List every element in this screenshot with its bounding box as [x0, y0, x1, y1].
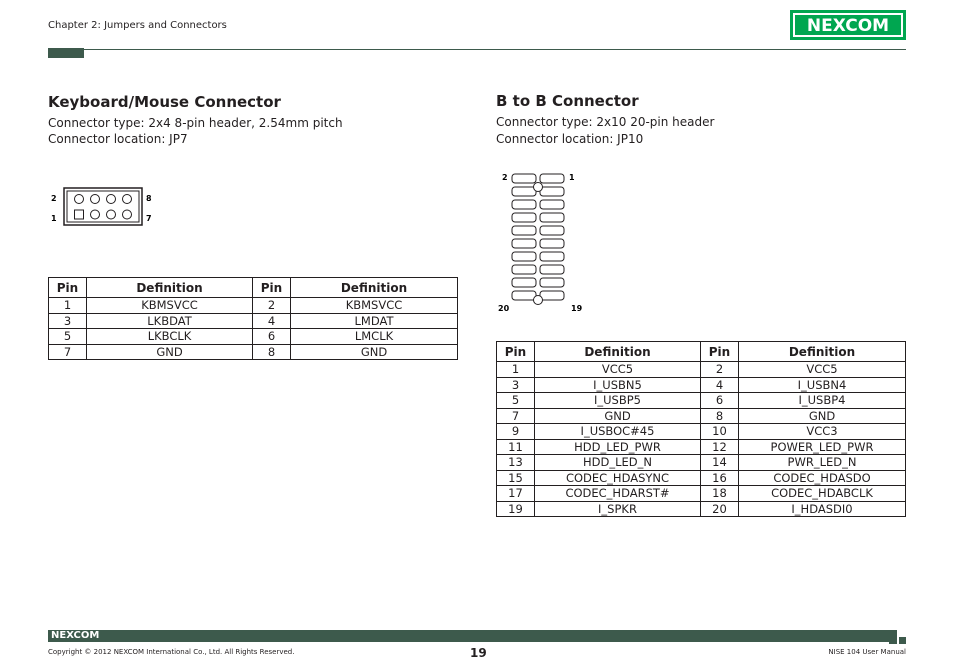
pin-definition-cell: KBMSVCC: [291, 298, 458, 314]
header-pin: [512, 239, 536, 248]
pin-label-2: 2: [51, 194, 57, 203]
keyboard-connector-location: Connector location: JP7: [48, 132, 188, 146]
table-header: Pin: [49, 278, 87, 298]
header-pin: [540, 187, 564, 196]
table-header: Definition: [87, 278, 253, 298]
key-notch: [534, 296, 543, 305]
header-pin: [512, 226, 536, 235]
pin-number-cell: 14: [701, 455, 739, 471]
pin-definition-cell: HDD_LED_PWR: [535, 439, 701, 455]
table-row: [497, 470, 906, 486]
header-pin: [512, 174, 536, 183]
pin-definition-cell: CODEC_HDABCLK: [739, 486, 906, 502]
pin-number-cell: 11: [497, 439, 535, 455]
header-pin: [540, 226, 564, 235]
pin-definition-cell: I_USBN4: [739, 377, 906, 393]
pin-definition-cell: CODEC_HDASDO: [739, 470, 906, 486]
pin-number-cell: 1: [497, 362, 535, 378]
header-pin: [540, 252, 564, 261]
pin-number-cell: 17: [497, 486, 535, 502]
copyright-notice: Copyright © 2012 NEXCOM International Co., Ltd. All Rights Reserved.: [48, 648, 295, 656]
pin-number-cell: 2: [253, 298, 291, 314]
pin-number-cell: 4: [253, 313, 291, 329]
pin-definition-cell: PWR_LED_N: [739, 455, 906, 471]
btob-connector-location: Connector location: JP10: [496, 132, 644, 146]
pin-definition-cell: VCC5: [535, 362, 701, 378]
header-pin: [540, 278, 564, 287]
pin-number-cell: 15: [497, 470, 535, 486]
header-pin: [512, 265, 536, 274]
header-pin: [540, 291, 564, 300]
header-pin: [540, 200, 564, 209]
table-row: [497, 362, 906, 378]
table-row: [497, 486, 906, 502]
pin-number-cell: 8: [701, 408, 739, 424]
table-header-row: [49, 278, 458, 298]
table-row: [49, 298, 458, 314]
footer-corner-mark: [889, 630, 906, 644]
pin-number-cell: 5: [49, 329, 87, 345]
header-pin: [512, 252, 536, 261]
pin-number-cell: 6: [253, 329, 291, 345]
btob-pin-table: [496, 341, 906, 517]
table-header: Definition: [739, 342, 906, 362]
table-row: [49, 329, 458, 345]
pin-number-cell: 16: [701, 470, 739, 486]
pin-definition-cell: GND: [535, 408, 701, 424]
pin-definition-cell: LKBCLK: [87, 329, 253, 345]
logo-text: NEXCOM: [806, 16, 890, 36]
btob-connector-type: Connector type: 2x10 20-pin header: [496, 115, 715, 129]
pin-definition-cell: I_USBP4: [739, 393, 906, 409]
pin-label-1: 1: [569, 173, 575, 182]
pin-definition-cell: I_HDASDI0: [739, 501, 906, 517]
table-header-row: [497, 342, 906, 362]
manual-name: NISE 104 User Manual: [828, 648, 906, 656]
pin-definition-cell: LKBDAT: [87, 313, 253, 329]
pin-number-cell: 5: [497, 393, 535, 409]
pin-definition-cell: I_SPKR: [535, 501, 701, 517]
pin-definition-cell: GND: [739, 408, 906, 424]
pin-number-cell: 9: [497, 424, 535, 440]
btob-header-diagram: [496, 168, 586, 320]
pin-number-cell: 1: [49, 298, 87, 314]
keyboard-pin-table: [48, 277, 458, 360]
header-pin: [512, 213, 536, 222]
pin-number-cell: 13: [497, 455, 535, 471]
table-header: Pin: [701, 342, 739, 362]
pin-number-cell: 20: [701, 501, 739, 517]
table-row: [49, 344, 458, 360]
table-header: Pin: [497, 342, 535, 362]
keyboard-section-title: Keyboard/Mouse Connector: [48, 93, 281, 111]
pin-label-7: 7: [146, 214, 152, 223]
pin-number-cell: 7: [497, 408, 535, 424]
pin-number-cell: 4: [701, 377, 739, 393]
header-pin: [512, 278, 536, 287]
table-row: [497, 424, 906, 440]
pin-number-cell: 2: [701, 362, 739, 378]
pin-number-cell: 19: [497, 501, 535, 517]
pin-label-8: 8: [146, 194, 152, 203]
table-row: [497, 393, 906, 409]
pin-definition-cell: GND: [291, 344, 458, 360]
table-header: Pin: [253, 278, 291, 298]
table-row: [497, 408, 906, 424]
pin-number-cell: 10: [701, 424, 739, 440]
table-row: [497, 455, 906, 471]
footer-logo: NEXCOM: [51, 630, 100, 641]
pin-definition-cell: HDD_LED_N: [535, 455, 701, 471]
nexcom-logo: [790, 10, 906, 40]
pin-number-cell: 3: [497, 377, 535, 393]
pin-definition-cell: LMCLK: [291, 329, 458, 345]
pin-number-cell: 7: [49, 344, 87, 360]
table-row: [497, 501, 906, 517]
footer-bar: [48, 630, 906, 642]
pin-number-cell: 18: [701, 486, 739, 502]
header-rule: [48, 49, 906, 50]
pin-number-cell: 8: [253, 344, 291, 360]
pin-label-20: 20: [498, 304, 510, 313]
pin-number-cell: 12: [701, 439, 739, 455]
keyboard-connector-type: Connector type: 2x4 8-pin header, 2.54mm pitch: [48, 116, 343, 130]
pin-definition-cell: VCC5: [739, 362, 906, 378]
pin-label-19: 19: [571, 304, 583, 313]
pin-definition-cell: I_USBN5: [535, 377, 701, 393]
key-notch: [534, 183, 543, 192]
pin-definition-cell: KBMSVCC: [87, 298, 253, 314]
keyboard-header-diagram: [46, 184, 166, 228]
header-pin: [540, 265, 564, 274]
table-row: [497, 377, 906, 393]
pin-definition-cell: GND: [87, 344, 253, 360]
pin-label-2: 2: [502, 173, 508, 182]
table-row: [497, 439, 906, 455]
pin-definition-cell: LMDAT: [291, 313, 458, 329]
pin-number-cell: 6: [701, 393, 739, 409]
header-pin: [512, 200, 536, 209]
pin-number-cell: 3: [49, 313, 87, 329]
chapter-title: Chapter 2: Jumpers and Connectors: [48, 20, 227, 31]
page-number: 19: [470, 646, 487, 660]
header-tab-accent: [48, 48, 84, 58]
header-pin: [540, 174, 564, 183]
header-pin: [512, 187, 536, 196]
pin-definition-cell: CODEC_HDARST#: [535, 486, 701, 502]
table-header: Definition: [291, 278, 458, 298]
header-pin: [540, 239, 564, 248]
header-pin: [540, 213, 564, 222]
table-header: Definition: [535, 342, 701, 362]
btob-section-title: B to B Connector: [496, 92, 639, 110]
pin-definition-cell: I_USBOC#45: [535, 424, 701, 440]
header-pin: [512, 291, 536, 300]
pin-label-1: 1: [51, 214, 57, 223]
pin-definition-cell: POWER_LED_PWR: [739, 439, 906, 455]
pin-definition-cell: CODEC_HDASYNC: [535, 470, 701, 486]
pin-definition-cell: I_USBP5: [535, 393, 701, 409]
pin-definition-cell: VCC3: [739, 424, 906, 440]
table-row: [49, 313, 458, 329]
